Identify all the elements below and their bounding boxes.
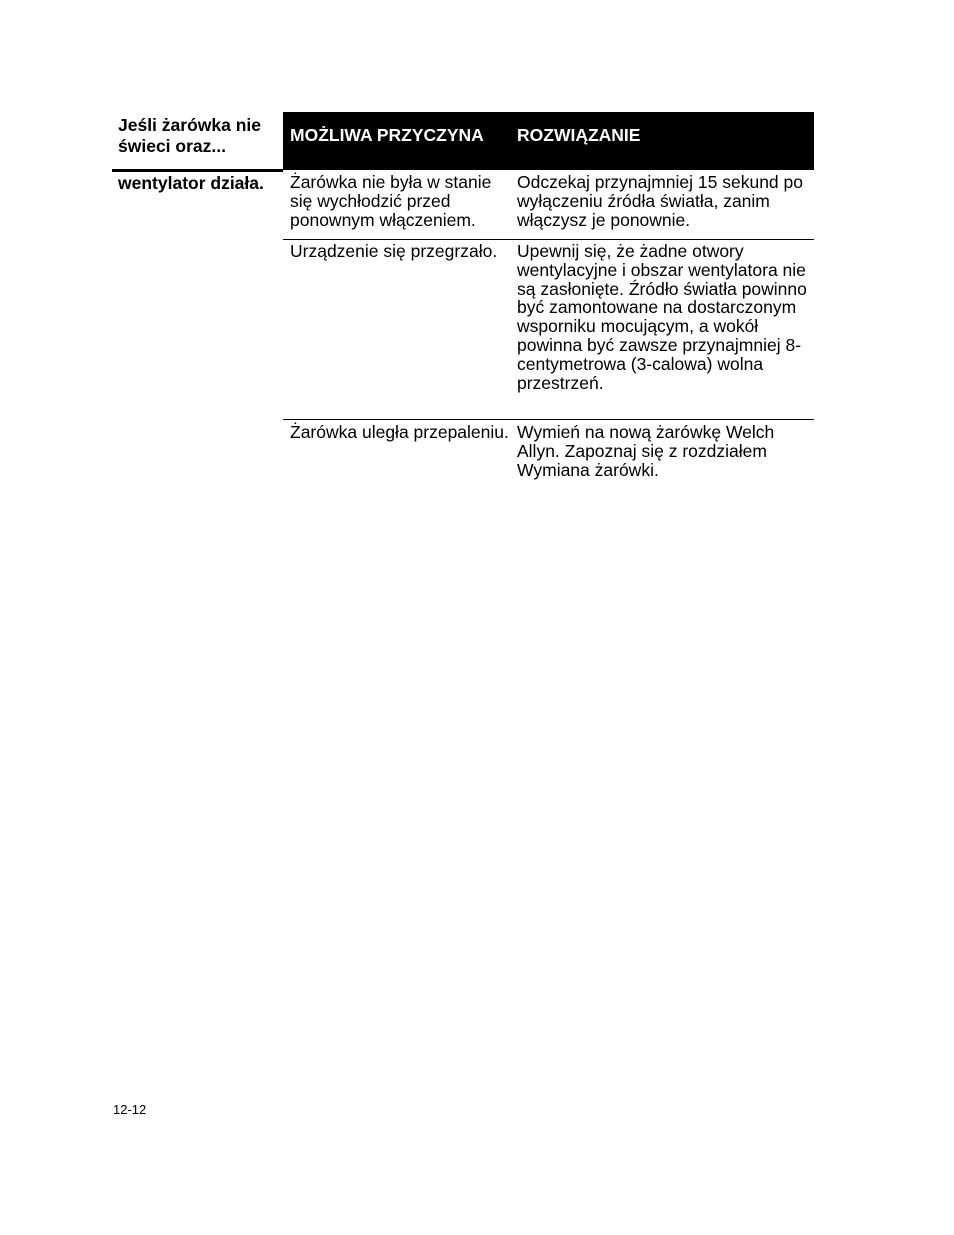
- column-header-solution: ROZWIĄZANIE: [517, 125, 641, 145]
- condition-header-label: Jeśli żarówka nie świeci oraz...: [118, 115, 261, 156]
- column-header-cause: MOŻLIWA PRZYCZYNA: [290, 125, 484, 145]
- table-row: [283, 242, 814, 420]
- cause-cell: Żarówka uległa przepaleniu.: [290, 422, 509, 442]
- page-number: 12-12: [113, 1102, 147, 1117]
- solution-cell: Wymień na nową żarówkę Welch Allyn. Zapoznaj się z rozdziałem Wymiana żarówki.: [517, 422, 775, 480]
- cause-cell: Urządzenie się przegrzało.: [290, 241, 498, 261]
- condition-column-header: [112, 112, 283, 172]
- cause-cell: Żarówka nie była w stanie się wychłodzić przed ponownym włączeniem.: [290, 172, 492, 230]
- table-header-bar: [283, 112, 814, 170]
- condition-label: wentylator działa.: [118, 173, 264, 193]
- solution-cell: Odczekaj przynajmniej 15 sekund po wyłączeniu źródła światła, zanim włączysz je ponownie.: [517, 172, 803, 230]
- table-row: [283, 423, 814, 485]
- solution-cell: Upewnij się, że żadne otwory wentylacyjne i obszar wentylatora nie są zasłonięte. Źródło światła powinno być zamontowane na dostarczonym wsporniku mocującym, a wokół powinna być zawsze przynajmniej 8-centymetrowa (3-calowa) wolna przestrzeń.: [517, 241, 807, 393]
- table-row: [283, 173, 814, 240]
